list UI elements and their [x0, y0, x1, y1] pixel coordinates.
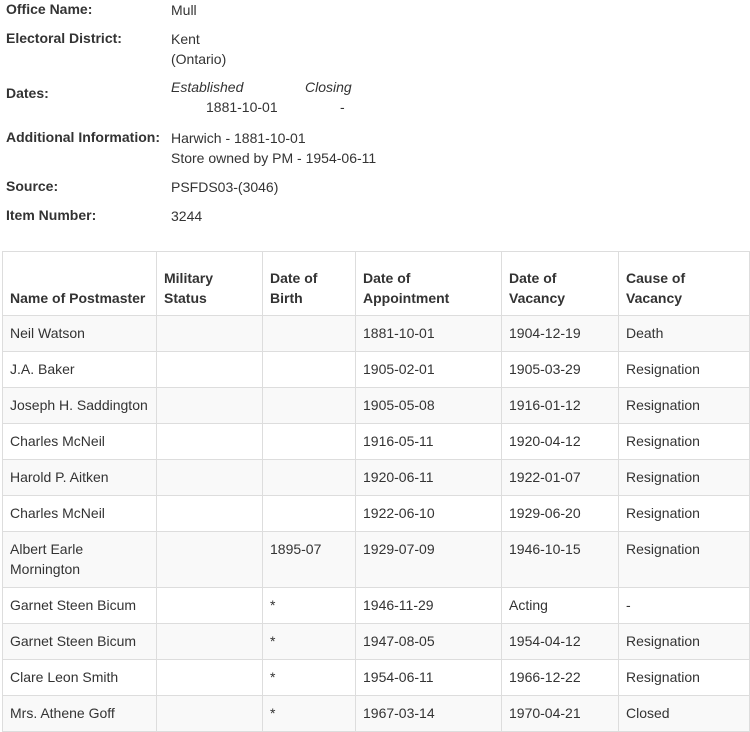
- cell-date-of-birth: *: [263, 624, 356, 660]
- cell-date-of-vacancy: 1946-10-15: [502, 532, 619, 588]
- cell-date-of-birth: [263, 352, 356, 388]
- source-label: Source:: [6, 178, 59, 194]
- cell-name: Joseph H. Saddington: [3, 388, 157, 424]
- additional-info-label: Additional Information:: [6, 129, 160, 145]
- dates-label: Dates:: [6, 85, 49, 101]
- cell-military-status: [157, 696, 263, 732]
- table-row: [3, 388, 750, 424]
- table-row: [3, 624, 750, 660]
- cell-date-of-vacancy: 1929-06-20: [502, 496, 619, 532]
- cell-date-of-vacancy: 1966-12-22: [502, 660, 619, 696]
- table-row: [3, 424, 750, 460]
- closing-value: -: [340, 99, 345, 115]
- cell-military-status: [157, 352, 263, 388]
- cell-military-status: [157, 532, 263, 588]
- cell-date-of-appointment: 1929-07-09: [356, 532, 502, 588]
- table-row: [3, 496, 750, 532]
- cell-name: Garnet Steen Bicum: [3, 624, 157, 660]
- cell-date-of-birth: *: [263, 588, 356, 624]
- cell-cause-of-vacancy: Resignation: [619, 460, 750, 496]
- cell-military-status: [157, 660, 263, 696]
- cell-cause-of-vacancy: -: [619, 588, 750, 624]
- cell-cause-of-vacancy: Resignation: [619, 388, 750, 424]
- cell-military-status: [157, 588, 263, 624]
- cell-date-of-appointment: 1946-11-29: [356, 588, 502, 624]
- cell-military-status: [157, 624, 263, 660]
- cell-date-of-appointment: 1967-03-14: [356, 696, 502, 732]
- cell-cause-of-vacancy: Closed: [619, 696, 750, 732]
- header-date-of-vacancy: Date of Vacancy: [502, 252, 619, 316]
- header-name-of-postmaster: Name of Postmaster: [3, 252, 157, 316]
- table-row: [3, 588, 750, 624]
- cell-date-of-vacancy: Acting: [502, 588, 619, 624]
- cell-date-of-appointment: 1916-05-11: [356, 424, 502, 460]
- cell-date-of-appointment: 1920-06-11: [356, 460, 502, 496]
- cell-date-of-vacancy: 1916-01-12: [502, 388, 619, 424]
- cell-date-of-birth: [263, 424, 356, 460]
- cell-name: Charles McNeil: [3, 424, 157, 460]
- cell-date-of-birth: [263, 496, 356, 532]
- cell-name: Clare Leon Smith: [3, 660, 157, 696]
- dates-block: [171, 79, 371, 121]
- cell-cause-of-vacancy: Resignation: [619, 660, 750, 696]
- table-row: [3, 316, 750, 352]
- header-military-status: Military Status: [157, 252, 263, 316]
- table-row: [3, 696, 750, 732]
- cell-name: Mrs. Athene Goff: [3, 696, 157, 732]
- cell-name: Neil Watson: [3, 316, 157, 352]
- cell-name: J.A. Baker: [3, 352, 157, 388]
- table-row: [3, 532, 750, 588]
- cell-date-of-appointment: 1947-08-05: [356, 624, 502, 660]
- additional-info-line2: Store owned by PM - 1954-06-11: [171, 150, 377, 166]
- cell-date-of-appointment: 1905-02-01: [356, 352, 502, 388]
- established-label: Established: [171, 79, 244, 95]
- cell-date-of-vacancy: 1904-12-19: [502, 316, 619, 352]
- cell-date-of-vacancy: 1970-04-21: [502, 696, 619, 732]
- cell-date-of-vacancy: 1922-01-07: [502, 460, 619, 496]
- cell-cause-of-vacancy: Resignation: [619, 424, 750, 460]
- cell-date-of-birth: 1895-07: [263, 532, 356, 588]
- table-row: [3, 460, 750, 496]
- cell-cause-of-vacancy: Death: [619, 316, 750, 352]
- cell-cause-of-vacancy: Resignation: [619, 532, 750, 588]
- table-row: [3, 660, 750, 696]
- established-value: 1881-10-01: [206, 99, 278, 115]
- postmasters-table: [2, 251, 750, 732]
- cell-cause-of-vacancy: Resignation: [619, 352, 750, 388]
- cell-date-of-appointment: 1922-06-10: [356, 496, 502, 532]
- cell-military-status: [157, 424, 263, 460]
- cell-date-of-vacancy: 1905-03-29: [502, 352, 619, 388]
- office-name-value: Mull: [171, 2, 197, 18]
- cell-date-of-birth: *: [263, 660, 356, 696]
- cell-military-status: [157, 460, 263, 496]
- header-date-of-appointment: Date of Appointment: [356, 252, 502, 316]
- cell-cause-of-vacancy: Resignation: [619, 624, 750, 660]
- office-name-label: Office Name:: [6, 1, 93, 17]
- cell-name: Charles McNeil: [3, 496, 157, 532]
- cell-date-of-appointment: 1954-06-11: [356, 660, 502, 696]
- cell-cause-of-vacancy: Resignation: [619, 496, 750, 532]
- cell-date-of-birth: *: [263, 696, 356, 732]
- cell-military-status: [157, 316, 263, 352]
- cell-name: Garnet Steen Bicum: [3, 588, 157, 624]
- cell-date-of-birth: [263, 388, 356, 424]
- item-number-value: 3244: [171, 208, 203, 224]
- item-number-label: Item Number:: [6, 207, 97, 223]
- district-value-line1: Kent: [171, 31, 200, 47]
- cell-date-of-appointment: 1905-05-08: [356, 388, 502, 424]
- header-cause-of-vacancy: Cause of Vacancy: [619, 252, 750, 316]
- district-value-line2: (Ontario): [171, 51, 227, 67]
- table-header-row: [3, 252, 750, 316]
- cell-date-of-birth: [263, 316, 356, 352]
- cell-date-of-vacancy: 1954-04-12: [502, 624, 619, 660]
- cell-date-of-birth: [263, 460, 356, 496]
- additional-info-line1: Harwich - 1881-10-01: [171, 130, 306, 146]
- cell-date-of-vacancy: 1920-04-12: [502, 424, 619, 460]
- header-date-of-birth: Date of Birth: [263, 252, 356, 316]
- cell-name: Harold P. Aitken: [3, 460, 157, 496]
- cell-date-of-appointment: 1881-10-01: [356, 316, 502, 352]
- cell-military-status: [157, 496, 263, 532]
- table-row: [3, 352, 750, 388]
- district-label: Electoral District:: [6, 30, 122, 46]
- closing-label: Closing: [305, 79, 352, 95]
- cell-military-status: [157, 388, 263, 424]
- cell-name: Albert Earle Mornington: [3, 532, 157, 588]
- office-info: [0, 0, 750, 250]
- source-value: PSFDS03-(3046): [171, 179, 279, 195]
